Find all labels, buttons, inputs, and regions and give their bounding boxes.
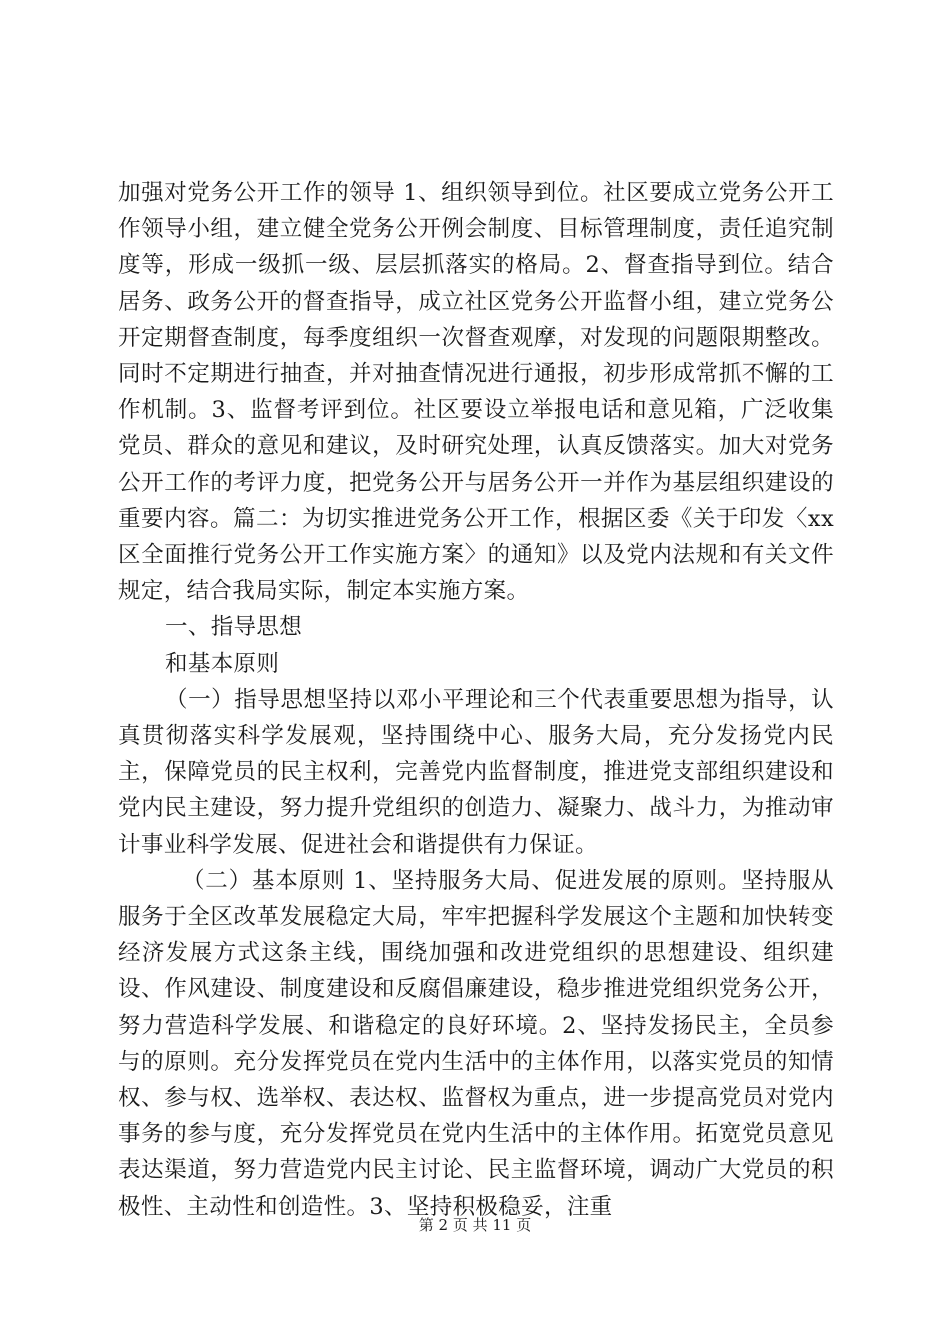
page-number-footer: 第 2 页 共 11 页 <box>418 1216 532 1234</box>
heading-guiding-thought: 一、指导思想 <box>165 614 303 641</box>
document-body <box>118 175 834 1225</box>
heading-basic-principles: 和基本原则 <box>165 650 280 677</box>
paragraph-basic-principles: （二）基本原则 1、坚持服务大局、促进发展的原则。坚持服从服务于全区改革发展稳定大局，牢牢把握科学发展这个主题和加快转变经济发展方式这条主线，围绕加强和改进党组织的思想建设、组织建设、作风建设、制度建设和反腐倡廉建设，稳步推进党组织党务公开，努力营造科学发展、和谐稳定的良好环境。2、坚持发扬民主，全员参与的原则。充分发挥党员在党内生活中的主体作用，以落实党员的知情权、参与权、选举权、表达权、监督权为重点，进一步提高党员对党内事务的参与度，充分发挥党员在党内生活中的主体作用。拓宽党员意见表达渠道，努力营造党内民主讨论、民主监督环境，调动广大党员的积极性、主动性和创造性。3、坚持积极稳妥，注重 <box>118 867 834 1220</box>
paragraph-intro: 加强对党务公开工作的领导 1、组织领导到位。社区要成立党务公开工作领导小组，建立健全党务公开例会制度、目标管理制度，责任追究制度等，形成一级抓一级、层层抓落实的格局。2、督查指导到位。结合居务、政务公开的督查指导，成立社区党务公开监督小组，建立党务公开定期督查制度，每季度组织一次督查观摩，对发现的问题限期整改。同时不定期进行抽查，并对抽查情况进行通报，初步形成常抓不懈的工作机制。3、监督考评到位。社区要设立举报电话和意见箱，广泛收集党员、群众的意见和建议，及时研究处理，认真反馈落实。加大对党务公开工作的考评力度，把党务公开与居务公开一并作为基层组织建设的重要内容。篇二：为切实推进党务公开工作，根据区委《关于印发〈xx 区全面推行党务公开工作实施方案〉的通知》以及党内法规和有关文件规定，结合我局实际，制定本实施方案。 <box>118 180 834 605</box>
paragraph-guiding-thought: （一）指导思想坚持以邓小平理论和三个代表重要思想为指导，认真贯彻落实科学发展观，坚持围绕中心、服务大局，充分发扬党内民主，保障党员的民主权利，完善党内监督制度，推进党支部组织建设和党内民主建设，努力提升党组织的创造力、凝聚力、战斗力，为推动审计事业科学发展、促进社会和谐提供有力保证。 <box>118 686 834 858</box>
